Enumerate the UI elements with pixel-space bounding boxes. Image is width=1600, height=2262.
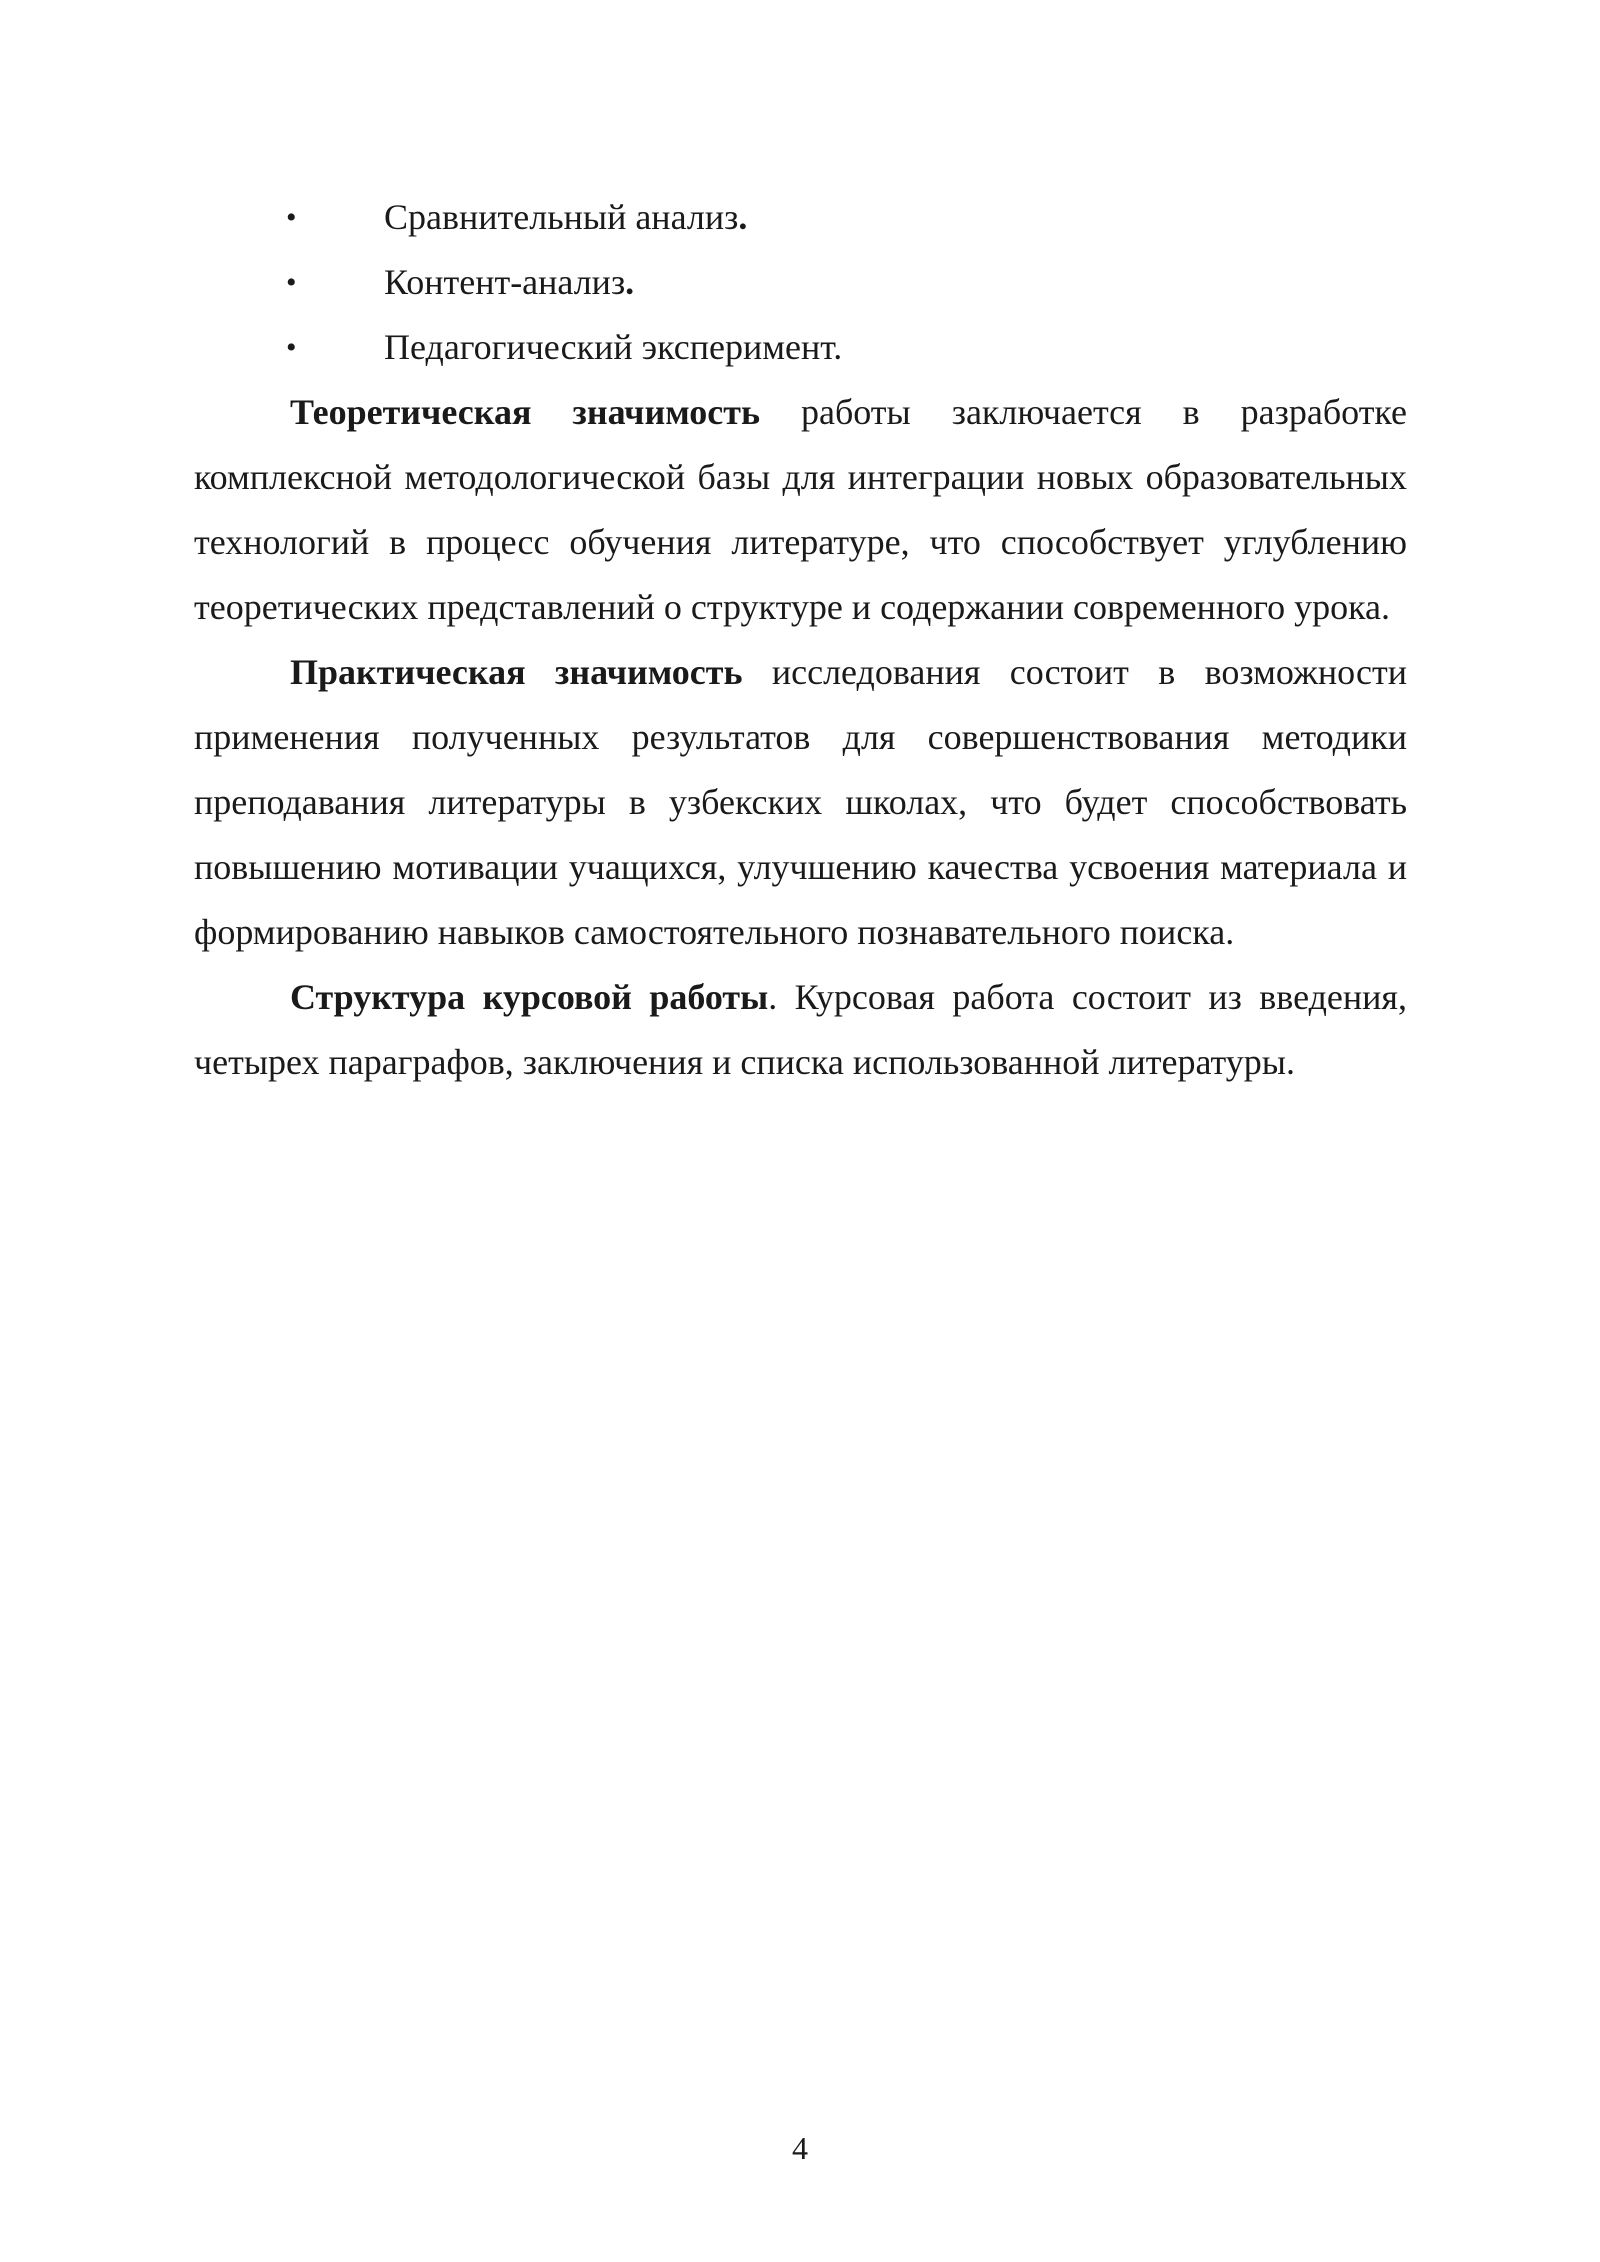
methods-list bbox=[194, 185, 1407, 380]
list-item bbox=[194, 185, 1407, 250]
paragraph-practical-significance bbox=[194, 640, 1407, 965]
list-item-suffix: . bbox=[738, 197, 748, 237]
paragraph-theoretical-significance bbox=[194, 380, 1407, 640]
page-number: 4 bbox=[792, 2130, 808, 2166]
paragraph-text: исследования состоит в возможности применения полученных результатов для совершенствования методики преподавания литературы в узбекских школах, что будет способствовать повышению мотивации учащихся, улучшению качества усвоения материала и формированию навыков самостоятельного познавательного поиска. bbox=[194, 652, 1407, 952]
list-item-text: Педагогический эксперимент. bbox=[384, 327, 843, 367]
bullet-icon: • bbox=[286, 201, 297, 234]
bullet-icon: • bbox=[286, 266, 297, 299]
page-content bbox=[194, 185, 1407, 1095]
bullet-icon: • bbox=[286, 331, 297, 364]
list-item-text: Контент-анализ bbox=[384, 262, 626, 302]
paragraph-heading: Структура курсовой работы bbox=[290, 977, 769, 1017]
paragraph-text: работы заключается в разработке комплексной методологической базы для интеграции новых образовательных технологий в процесс обучения литературе, что способствует углублению теоретических представлений о структуре и содержании современного урока. bbox=[194, 392, 1407, 627]
list-item bbox=[194, 250, 1407, 315]
list-item-suffix: . bbox=[625, 262, 635, 302]
paragraph-heading: Теоретическая значимость bbox=[290, 392, 760, 432]
list-item bbox=[194, 315, 1407, 380]
paragraph-text: . Курсовая работа состоит из введения, четырех параграфов, заключения и списка использованной литературы. bbox=[194, 977, 1407, 1082]
list-item-text: Сравнительный анализ bbox=[384, 197, 739, 237]
paragraph-work-structure bbox=[194, 965, 1407, 1095]
paragraph-heading: Практическая значимость bbox=[290, 652, 743, 692]
